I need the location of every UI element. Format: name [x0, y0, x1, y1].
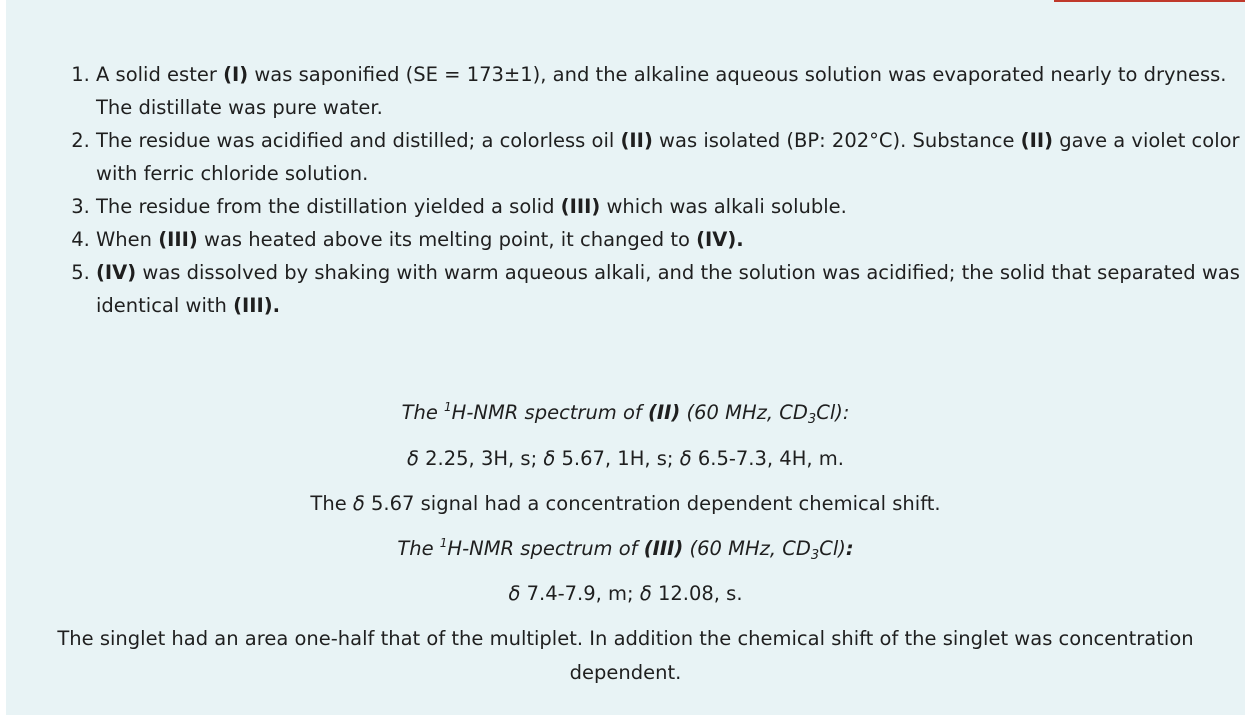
step-text: When	[96, 228, 159, 251]
nmr-peaks-iii: δ 7.4-7.9, m; δ 12.08, s.	[508, 582, 743, 605]
list-item	[96, 58, 1245, 124]
compound-label: (I)	[223, 63, 249, 86]
compound-label: (III).	[233, 294, 281, 317]
list-item	[96, 190, 1245, 223]
step-text: was saponified (SE = 173±1), and the alkaline aqueous solution was evaporated nearly to dryness. The distillate was pure water.	[96, 63, 1227, 119]
compound-label: (II)	[620, 129, 653, 152]
compound-label: (IV)	[96, 261, 137, 284]
list-item	[96, 256, 1245, 322]
compound-label: (II)	[1020, 129, 1053, 152]
step-text: was isolated (BP: 202°C). Substance	[652, 129, 1021, 152]
list-item	[96, 223, 1245, 256]
step-text: which was alkali soluble.	[600, 195, 847, 218]
top-accent-bar	[1054, 0, 1245, 2]
procedure-list	[48, 58, 1245, 322]
step-text: gave a violet color with ferric chloride solution.	[96, 129, 1240, 185]
compound-label: (III)	[560, 195, 601, 218]
compound-label: (III)	[158, 228, 198, 251]
nmr-heading-ii: The $^1$H-NMR spectrum of (II) (60 MHz, $CD_3Cl$):	[401, 400, 850, 427]
step-text: The residue from the distillation yielded a solid	[96, 195, 561, 218]
nmr-heading-iii: The $^1$H-NMR spectrum of (III) (60 MHz, $CD_3Cl$):	[397, 536, 854, 563]
step-text: was heated above its melting point, it changed to	[197, 228, 697, 251]
nmr-note-ii: The δ 5.67 signal had a concentration dependent chemical shift.	[310, 492, 941, 515]
step-text: The residue was acidified and distilled; a colorless oil	[96, 129, 621, 152]
step-text: A solid ester	[96, 63, 224, 86]
step-text: was dissolved by shaking with warm aqueous alkali, and the solution was acidified; the solid that separated was identical with	[96, 261, 1240, 317]
compound-label: (IV).	[696, 228, 744, 251]
list-item	[96, 124, 1245, 190]
nmr-peaks-ii: δ 2.25, 3H, s; δ 5.67, 1H, s; δ 6.5-7.3, 4H, m.	[407, 447, 844, 470]
nmr-note-iii: The singlet had an area one-half that of the multiplet. In addition the chemical shift of the singlet was concentration dependent.	[57, 627, 1194, 684]
